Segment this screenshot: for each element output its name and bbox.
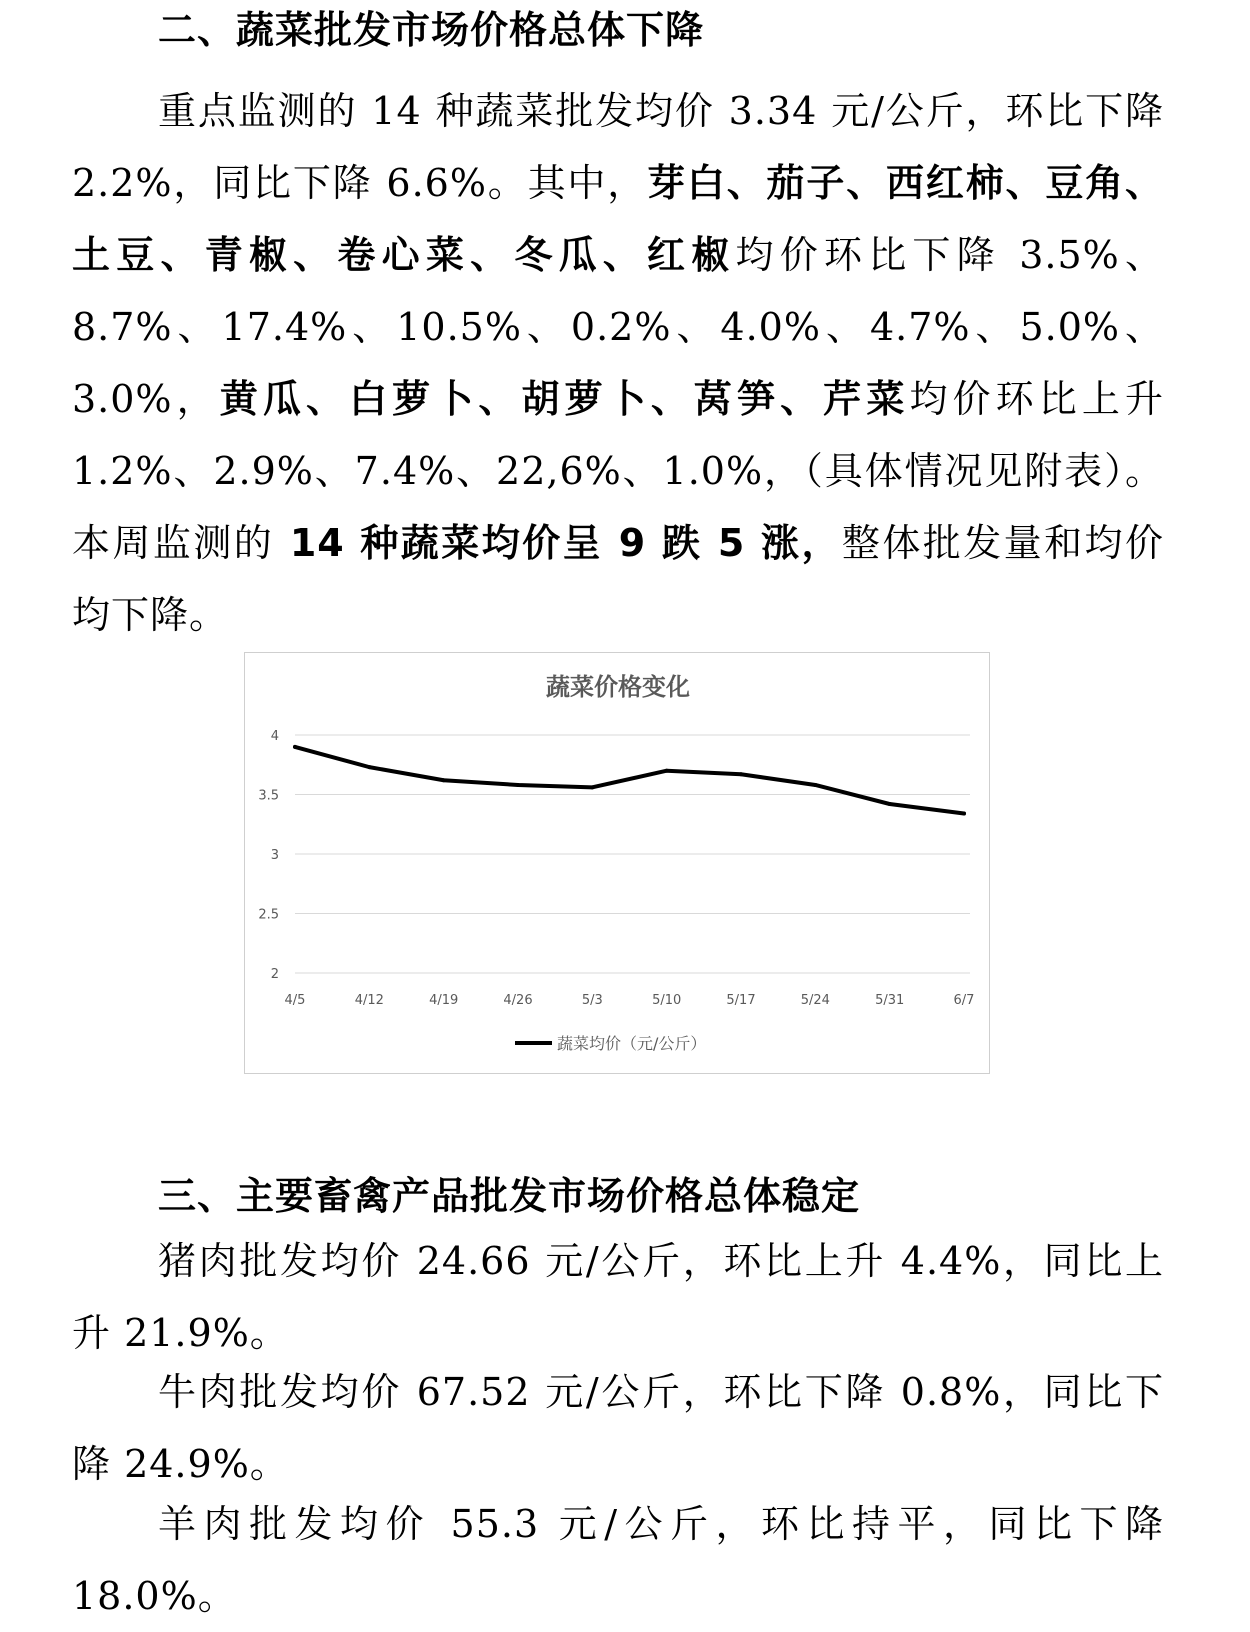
falling-vegetables-list: 芽白、茄子、西红柿、豆角、土豆、青椒、卷心菜、冬瓜、红椒	[72, 161, 1164, 277]
data-point	[516, 783, 520, 787]
paragraph-text: 重点监测的 14 种蔬菜批发均价 3.34 元/公斤，环比下降 2.2%，同比下降 6.6%。其中，	[72, 89, 1164, 205]
summary-emphasis: 14 种蔬菜均价呈 9 跌 5 涨，	[274, 521, 842, 565]
y-tick-label: 3.5	[258, 788, 279, 804]
x-tick-label: 5/17	[726, 993, 756, 1008]
x-tick-label: 4/19	[429, 993, 459, 1008]
x-tick-label: 5/10	[652, 993, 682, 1008]
chart-title: 蔬菜价格变化	[546, 673, 690, 701]
data-point	[888, 802, 892, 806]
paragraph-text: 均价环比下降 3.5%、8.7%、17.4%、10.5%、0.2%、4.0%、4.7%、5.0%、3.0%，	[72, 233, 1164, 421]
mutton-price-paragraph: 羊肉批发均价 55.3 元/公斤，环比持平，同比下降 18.0%。	[72, 1502, 1164, 1618]
legend-label: 蔬菜均价（元/公斤）	[557, 1034, 707, 1053]
paragraph-text: 整体批发量和均价均下降。	[72, 521, 1164, 637]
data-point	[367, 765, 371, 769]
data-point	[590, 785, 594, 789]
data-point	[442, 778, 446, 782]
chart-canvas	[245, 653, 991, 1075]
data-point	[813, 783, 817, 787]
vegetable-price-chart	[244, 652, 990, 1074]
x-tick-label: 5/31	[875, 993, 905, 1008]
paragraph-text: 均价环比上升 1.2%、2.9%、7.4%、22,6%、1.0%，（具体情况见附表）。本周监测的	[72, 377, 1164, 565]
rising-vegetables-list: 黄瓜、白萝卜、胡萝卜、莴笋、芹菜	[219, 377, 910, 421]
x-tick-label: 4/12	[354, 993, 384, 1008]
section-heading-livestock: 三、主要畜禽产品批发市场价格总体稳定	[158, 1174, 861, 1218]
y-tick-label: 2	[270, 967, 279, 982]
y-tick-label: 2.5	[258, 907, 279, 923]
x-tick-label: 5/3	[581, 993, 603, 1008]
x-tick-label: 6/7	[953, 993, 975, 1008]
pork-price-paragraph: 猪肉批发均价 24.66 元/公斤，环比上升 4.4%，同比上升 21.9%。	[72, 1239, 1164, 1355]
vegetable-price-paragraph	[72, 75, 1164, 651]
x-tick-label: 4/5	[284, 993, 306, 1008]
y-tick-label: 4	[270, 729, 279, 744]
beef-price-paragraph: 牛肉批发均价 67.52 元/公斤，环比下降 0.8%，同比下降 24.9%。	[72, 1370, 1164, 1486]
section-heading-vegetables: 二、蔬菜批发市场价格总体下降	[158, 8, 705, 52]
data-point	[739, 772, 743, 776]
x-tick-label: 4/26	[503, 993, 533, 1008]
y-tick-label: 3	[270, 848, 279, 863]
data-point	[962, 812, 966, 816]
x-tick-label: 5/24	[800, 993, 830, 1008]
data-point	[293, 745, 297, 749]
data-point	[665, 769, 669, 773]
series-line	[295, 747, 964, 814]
